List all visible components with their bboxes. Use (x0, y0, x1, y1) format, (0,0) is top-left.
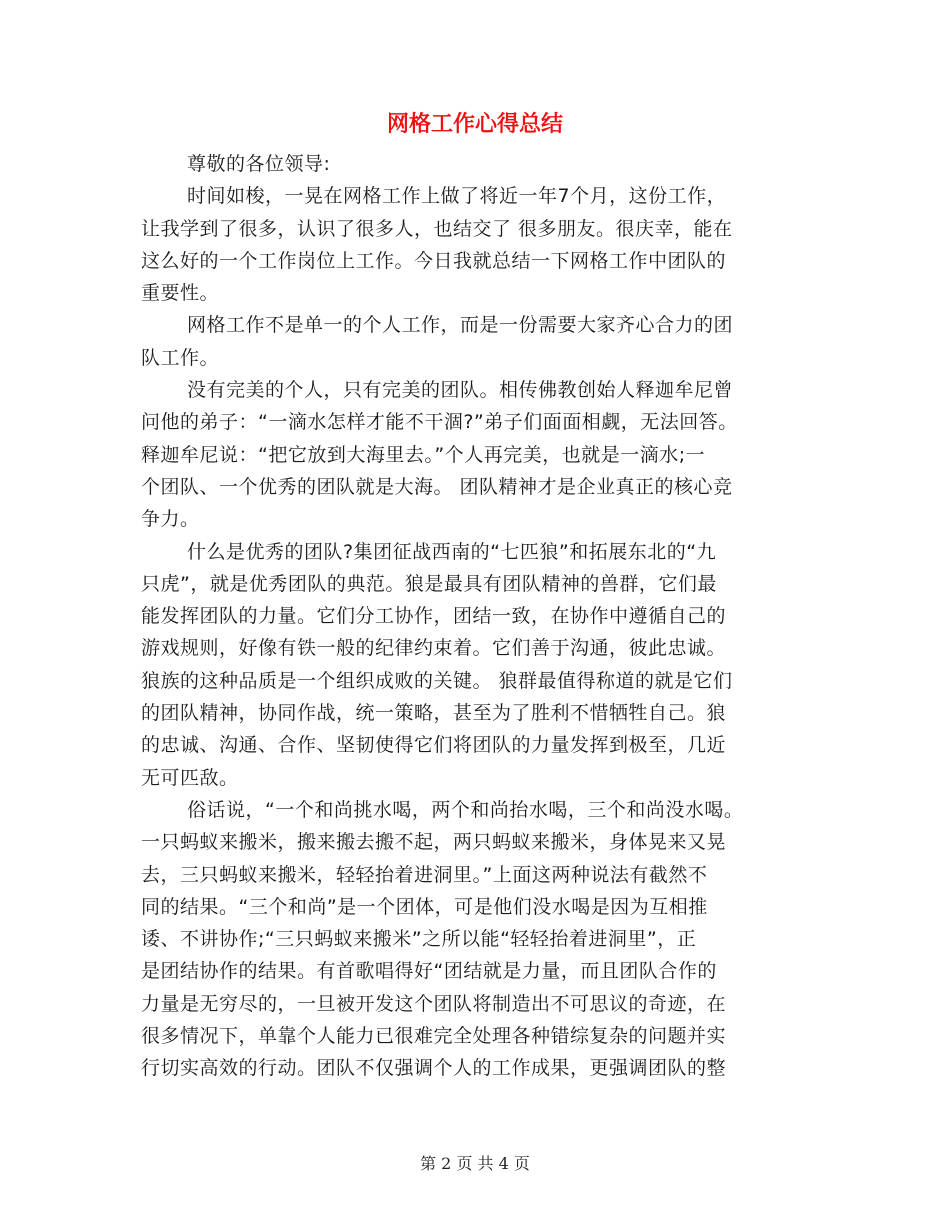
text-line: 的忠诚、沟通、合作、坚韧使得它们将团队的力量发挥到极至，几近 (141, 734, 727, 757)
page-number-footer: 第 2 页 共 4 页 (420, 1154, 530, 1173)
text-line: 行切实高效的行动。团队不仅强调个人的工作成果，更强调团队的整 (141, 1057, 727, 1080)
text-line: 很多情况下，单靠个人能力已很难完全处理各种错综复杂的问题并实 (141, 1025, 727, 1048)
text-line: 让我学到了很多，认识了很多人，也结交了 很多朋友。很庆幸，能在 (141, 217, 733, 240)
text-line: 力量是无穷尽的，一旦被开发这个团队将制造出不可思议的奇迹，在 (141, 992, 727, 1015)
text-line: 狼族的这种品质是一个组织成败的关键。 狼群最值得称道的就是它们 (141, 669, 733, 692)
text-line: 什么是优秀的团队?集团征战西南的“七匹狼”和拓展东北的“九 (187, 540, 717, 563)
text-line: 个团队、一个优秀的团队就是大海。 团队精神才是企业真正的核心竞 (141, 475, 733, 498)
text-line: 诿、不讲协作;“三只蚂蚁来搬米”之所以能“轻轻抬着进洞里”，正 (141, 928, 697, 951)
text-line: 这么好的一个工作岗位上工作。今日我就总结一下网格工作中团队的 (141, 249, 727, 272)
text-line: 重要性。 (141, 282, 220, 305)
text-line: 网格工作不是单一的个人工作，而是一份需要大家齐心合力的团 (187, 314, 734, 337)
text-line: 争力。 (141, 508, 200, 531)
text-line: 尊敬的各位领导: (187, 153, 331, 175)
text-line: 同的结果。“三个和尚”是一个团体，可是他们没水喝是因为互相推 (141, 895, 708, 918)
text-line: 问他的弟子：“一滴水怎样才能不干涸?”弟子们面面相觑，无法回答。 (141, 411, 738, 434)
text-line: 俗话说，“一个和尚挑水喝，两个和尚抬水喝，三个和尚没水喝。 (187, 798, 744, 821)
text-line: 没有完美的个人，只有完美的团队。相传佛教创始人释迦牟尼曾 (187, 379, 734, 402)
text-line: 只虎”，就是优秀团队的典范。狼是最具有团队精神的兽群，它们最 (141, 572, 717, 595)
text-line: 的团队精神，协同作战，统一策略，甚至为了胜利不惜牺牲自己。狼 (141, 702, 727, 725)
text-line: 时间如梭，一晃在网格工作上做了将近一年7个月，这份工作， (187, 185, 727, 208)
text-line: 去，三只蚂蚁来搬米，轻轻抬着进洞里。”上面这两种说法有截然不 (141, 863, 708, 886)
text-line: 一只蚂蚁来搬米，搬来搬去搬不起，两只蚂蚁来搬米，身体晃来又晃 (141, 831, 727, 854)
text-line: 能发挥团队的力量。它们分工协作，团结一致，在协作中遵循自己的 (141, 605, 727, 628)
text-line: 是团结协作的结果。有首歌唱得好“团结就是力量，而且团队合作的 (141, 960, 717, 983)
text-line: 队工作。 (141, 346, 220, 369)
document-title: 网格工作心得总结 (386, 112, 563, 137)
text-line: 释迦牟尼说：“把它放到大海里去。”个人再完美，也就是一滴水;一 (141, 443, 706, 466)
text-line: 无可匹敌。 (141, 766, 239, 789)
document-body (141, 148, 819, 1085)
text-line: 游戏规则，好像有铁一般的纪律约束着。它们善于沟通，彼此忠诚。 (141, 637, 727, 660)
